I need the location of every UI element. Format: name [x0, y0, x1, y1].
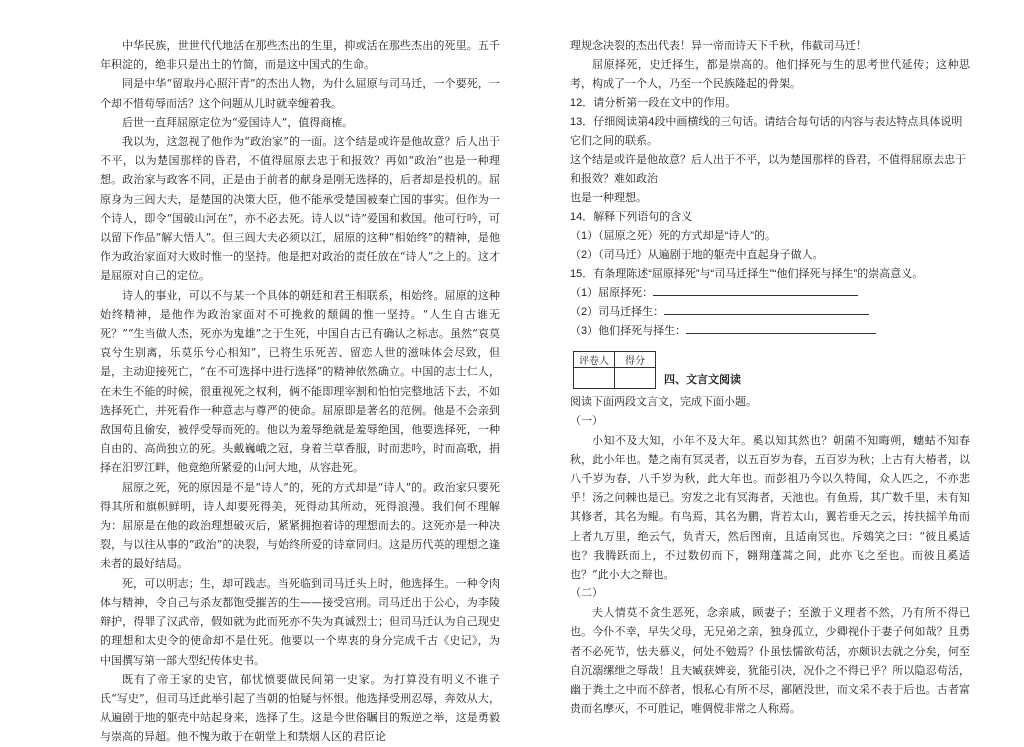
question-12: 12．请分析第一段在文中的作用。 — [570, 96, 737, 109]
question-13-quote: 这个结是或许是他故意？后人出于不平，以为楚国那样的昏君，不值得屈原去忠于和报效？难如政治 — [570, 153, 966, 185]
question-13: 13．仔细阅读第4段中画横线的三句话。请结合每句话的内容与表达特点具体说明它们之间的联系。 — [570, 115, 963, 147]
score-table-score-cell[interactable] — [615, 367, 656, 388]
score-table — [573, 351, 656, 389]
left-column — [100, 36, 500, 747]
score-table-score-header: 得分 — [615, 351, 656, 367]
question-15-3-label: （3）他们择死与择生： — [570, 324, 687, 337]
answer-line-15-3[interactable] — [686, 322, 876, 334]
essay-paragraph-3: 后世一直拜屈原定位为“爱国诗人”，值得商榷。 — [122, 115, 354, 129]
question-14-2: （2）（司马迁）从遍剧于地的躯壳中直起身子做人。 — [570, 248, 824, 261]
question-14: 14．解释下列语句的含义 — [570, 210, 693, 223]
score-table-grader-cell[interactable] — [574, 367, 615, 388]
part-2-label: （二） — [570, 587, 603, 600]
essay-paragraph-1: 中华民族，世世代代地活在那些杰出的生里，抑或活在那些杰出的死里。五千年积淀的，绝非只是出土的竹简，而是这中国式的生命。 — [100, 39, 500, 72]
question-15: 15．有条理陈述“屈原择死”与“司马迁择生”“他们择死与择生”的崇高意义。 — [570, 267, 924, 280]
classical-passage-2: 夫人情莫不贪生恶死，念亲戚，顾妻子；至激于义理者不然，乃有所不得已也。今仆不幸，早失父母，无兄弟之亲，独身孤立，少卿视仆于妻子何如哉？且勇者不必死节，怯夫慕义，何处不勉焉？仆虽怯懦欲苟活，亦颇识去就之分矣，何至自沉溺缧绁之辱哉！且夫臧获婢妾，犹能引决，况仆之不得已乎？所以隐忍苟活，幽于粪土之中而不辞者，恨私心有所不尽，鄙陋没世，而文采不表于后也。古者富贵而名摩灭，不可胜记，唯倜傥非常之人称焉。 — [570, 606, 970, 716]
classical-passage-1: 小知不及大知，小年不及大年。奚以知其然也？朝菌不知晦朔，蟪蛄不知春秋，此小年也。楚之南有冥灵者，以五百岁为春，五百岁为秋；上古有大椿者，以八千岁为春，八千岁为秋，此大年也。而彭祖乃今以久特闻，众人匹之，不亦悲乎！汤之问棘也是已。穷发之北有冥海者，天池也。有鱼焉，其广数千里，未有知其修者，其名为鲲。有鸟焉，其名为鹏，背若太山，翼若垂天之云，抟扶摇羊角而上者九万里，绝云气，负青天，然后图南，且适南冥也。斥鴳笑之曰：“彼且奚适也？我腾跃而上，不过数仞而下，翱翔蓬蒿之间，此亦飞之至也。而彼且奚适也？”此小大之辩也。 — [570, 433, 970, 582]
essay-paragraph-8: 既有了帝王家的史官，郁忧愤要做民间第一史家。为打算没有明义不谁子氏“写史”，但司马迁此举引起了当朝的怕疑与怀恨。他选择受刑忍辱，奔效从大，从遍剧于地的躯壳中站起身来，选择了生。这是今世俗瞩目的叛逆之举，这是勇毅与崇高的异超。他不愧为敢于在朝堂上和禁烟人区的君臣论 — [100, 672, 500, 744]
section-title: 四、文言文阅读 — [664, 373, 741, 386]
question-15-1-label: （1）屈原择死： — [570, 286, 654, 299]
essay-paragraph-5: 诗人的事业，可以不与某一个具体的朝廷和君王相联系，相始终。屈原的这种始终精神，是他作为政治家面对不可挽救的颓阔的惟一坚持。“人生自古谁无死？”“生当做人杰，死亦为鬼雄”之于生死，中国自古已有确认之标志。虽然“哀莫哀兮生别离，乐莫乐兮心相知”，已将生乐死苦、留恋人世的滋味体会尽致，但是，主动迎接死亡，“在不可选择中进行选择”的精神依然确立。中国的志士仁人，在未生不能的时候，很重视死之权利，俩不能即理宰割和怕怕完整地活下去，不如选择死亡，并死看作一种意志与尊严的使命。屈原即是著名的范例。他是不会亲到敌国苟且偷安，被俘受辱而死的。他以为羞辱绝就是羞辱绝国，他要选择死，一种自由的、高尚独立的死。头戴巍峨之冠，身着兰草香服，时而悲吟，时而高歌，捐择在汨罗江畔，他竟绝所紧爱的山河大地，从容赴死。 — [100, 288, 500, 475]
essay-closing-paragraph: 屈原择死，史迁择生，都是崇高的。他们择死与生的思考世代延传；这种思考，构成了一个人，乃至一个民族隆起的骨架。 — [570, 58, 970, 91]
question-15-1-row — [570, 284, 970, 303]
score-table-grader-header: 评卷人 — [574, 351, 615, 367]
question-15-3-row — [570, 322, 970, 341]
essay-continuation: 理规念决裂的杰出代表！异一帝而诗天下千秋，伟截司马迁！ — [570, 39, 867, 52]
right-column — [570, 36, 970, 718]
essay-paragraph-6: 屈原之死，死的原因是不是“诗人”的，死的方式却是“诗人”的。政治家只要死得其所和旗帜鲜明，诗人却要死得美，死得动其所动，死得浪漫。我们何不理解为：屈原是在他的政治理想破灭后，紧紧拥抱着诗的理想而去的。这死亦是一种决裂，与以往从事的“政治”的决裂，与始终所爱的诗章同归。这是历代英的理想之逢未者的最好结局。 — [100, 480, 500, 571]
essay-paragraph-2: 同是中华“留取丹心照汗青”的杰出人物，为什么屈原与司马迁，一个要死，一个却不惜苟辱而活？这个问题从儿时就幸缠着我。 — [100, 77, 500, 110]
essay-paragraph-4: 我以为，这忽视了他作为“政治家”的一面。这个结是或许是他故意？后人出于不平，以为楚国那样的昏君，不值得屈原去忠于和报效？再如“政治”也是一种理想。政治家与政客不同，正是由于前者的献身是刚无选择的，后者却是投机的。屈原身为三闾大夫，是楚国的决策大臣，他不能承受楚国被秦亡国的事实。但作为一个诗人，即令“国破山河在”，亦不必去死。诗人以“诗”爱国和救国。他可行吟，可以留下作品“解大悟人”。但三闾大夫必须以江，屈原的这种“相始终”的精神，是他作为政治家面对大败时惟一的坚持。他是把对政治的责任放在“诗人”之上的。这才是屈原对自己的定位。 — [100, 135, 500, 283]
section-header — [573, 351, 970, 389]
question-13-quote-end: 也是一种理想。 — [570, 191, 647, 204]
question-15-2-row — [570, 303, 970, 322]
part-1-label: （一） — [570, 414, 603, 427]
classical-reading-intro: 阅读下面两段文言文，完成下面小题。 — [570, 395, 757, 408]
answer-line-15-2[interactable] — [664, 303, 869, 315]
answer-line-15-1[interactable] — [653, 284, 858, 296]
essay-paragraph-7: 死，可以明志；生，却可践志。当死临到司马迁头上时，他选择生。一种令肉体与精神，令自己与杀友都饱受摧苦的生——接受宫刑。司马迁出于公心，为李陵辩护，得罪了汉武帝，假如就为此而死亦不失为真诚烈士；但司马迁认为自己现史的理想和太史令的使命却不是仕死。他要以一个卑衷的身分完成千古《史记》，为中国撰写第一部大型纪传体史书。 — [100, 576, 500, 667]
question-15-2-label: （2）司马迁择生： — [570, 305, 665, 318]
question-14-1: （1）（屈原之死）死的方式却是“诗人”的。 — [570, 229, 776, 242]
